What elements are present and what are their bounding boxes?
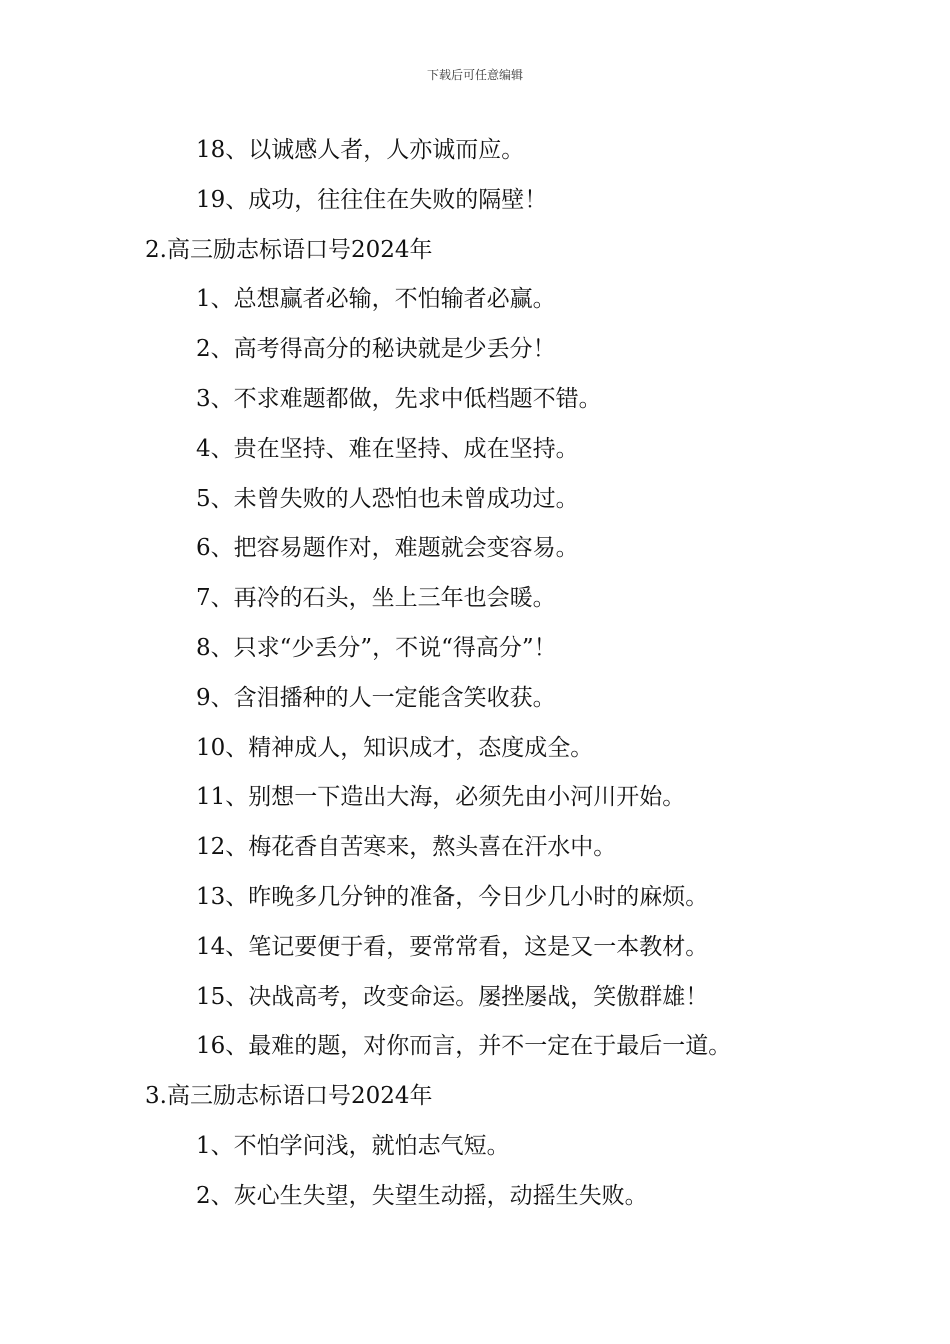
list-item: 10、精神成人，知识成才，态度成全。 xyxy=(196,734,594,761)
list-item: 18、以诚感人者，人亦诚而应。 xyxy=(196,137,525,163)
section-heading: 2.高三励志标语口号2024年 xyxy=(145,236,433,263)
list-item: 7、再冷的石头，坐上三年也会暖。 xyxy=(196,585,556,612)
section-heading: 3.高三励志标语口号2024年 xyxy=(145,1083,433,1110)
list-item: 1、不怕学问浅，就怕志气短。 xyxy=(196,1132,510,1159)
list-item: 12、梅花香自苦寒来，熬头喜在汗水中。 xyxy=(196,834,617,861)
list-item: 19、成功，往往住在失败的隔壁！ xyxy=(196,186,548,213)
list-item: 15、决战高考，改变命运。屡挫屡战，笑傲群雄！ xyxy=(196,983,709,1010)
list-item: 9、含泪播种的人一定能含笑收获。 xyxy=(196,684,556,711)
list-item: 2、高考得高分的秘诀就是少丢分！ xyxy=(196,336,556,363)
list-item: 5、未曾失败的人恐怕也未曾成功过。 xyxy=(196,485,579,512)
list-item: 4、贵在坚持、难在坚持、成在坚持。 xyxy=(196,435,579,462)
list-item: 2、灰心生失望，失望生动摇，动摇生失败。 xyxy=(196,1182,648,1209)
list-item: 13、昨晚多几分钟的准备，今日少几小时的麻烦。 xyxy=(196,883,709,910)
list-item: 1、总想赢者必输，不怕输者必赢。 xyxy=(196,286,556,313)
list-item: 14、笔记要便于看，要常常看，这是又一本教材。 xyxy=(196,933,709,960)
list-item: 8、只求“少丢分”，不说“得高分”！ xyxy=(196,634,557,661)
list-item: 16、最难的题，对你而言，并不一定在于最后一道。 xyxy=(196,1033,732,1060)
list-item: 11、别想一下造出大海，必须先由小河川开始。 xyxy=(196,784,686,811)
page-header: 下载后可任意编辑 xyxy=(426,68,523,82)
list-item: 3、不求难题都做，先求中低档题不错。 xyxy=(196,385,602,412)
document-body xyxy=(0,126,950,1222)
list-item: 6、把容易题作对，难题就会变容易。 xyxy=(196,535,579,562)
